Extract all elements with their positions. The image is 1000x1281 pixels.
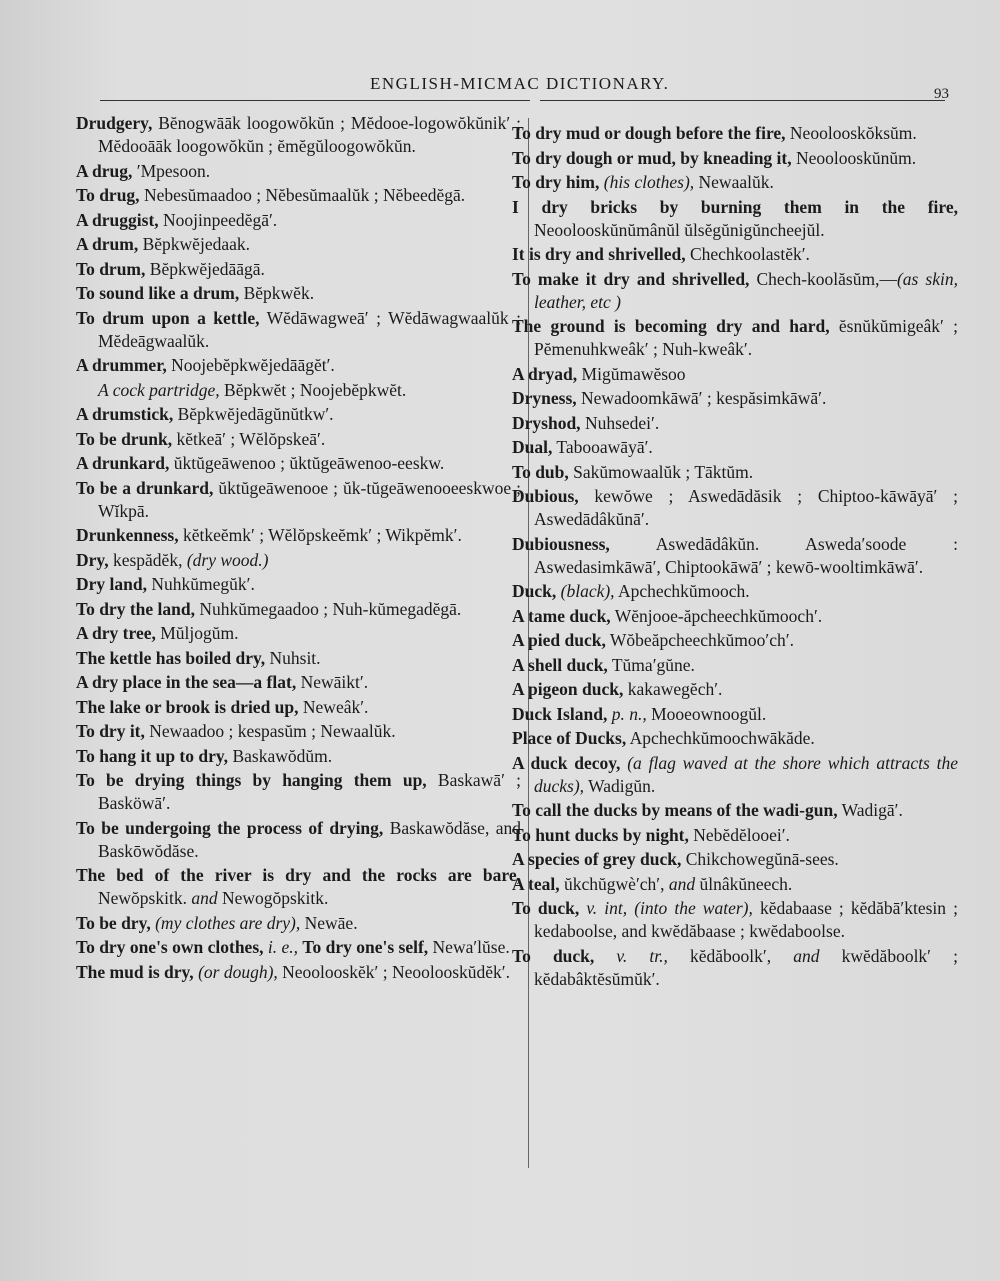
entry-headword: Place of Ducks, — [512, 728, 627, 748]
entry-translation: Sakŭmowaalŭk ; Tāktŭm. — [568, 461, 754, 482]
entry-headword: To dry one's own clothes, — [76, 937, 264, 957]
dictionary-entry — [512, 824, 958, 847]
entry-translation: Chech-koolăsŭm,— — [749, 268, 897, 289]
entry-translation: Nuhsedei′. — [580, 412, 660, 433]
entry-translation: Mŭljogŭm. — [155, 623, 239, 643]
entry-note: v. tr., — [594, 945, 668, 966]
entry-headword: A drummer, — [76, 355, 167, 375]
entry-translation: Wŏbeăpcheechkŭmoo′ch′. — [605, 630, 794, 650]
entry-translation: kespădĕk, — [108, 549, 183, 570]
entry-translation: Noojebĕpkwĕjedāāgĕt′. — [166, 355, 335, 375]
entry-headword: To call the ducks by means of the wadi-gun, — [512, 800, 838, 820]
entry-translation: Neweâk′. — [298, 696, 369, 717]
dictionary-entry — [512, 485, 958, 531]
dictionary-entry — [76, 428, 521, 451]
dictionary-entry — [76, 671, 521, 694]
entry-headword: To sound like a drum, — [76, 283, 240, 303]
entry-headword: A tame duck, — [512, 605, 611, 626]
dictionary-entry — [512, 945, 958, 991]
header-rule-left — [100, 100, 530, 101]
entry-note: and — [664, 873, 696, 894]
entry-headword: Dubious, — [512, 486, 579, 506]
entry-headword: A duck decoy, — [512, 752, 621, 773]
dictionary-entry — [76, 549, 521, 572]
dictionary-entry — [76, 647, 521, 670]
entry-note: A cock partridge, — [98, 379, 220, 400]
dictionary-entry — [76, 160, 521, 183]
entry-headword: Duck Island, — [512, 703, 608, 724]
entry-note: and — [186, 888, 218, 908]
dictionary-entry — [512, 461, 958, 484]
entry-translation: Newogŏpskitk. — [217, 888, 329, 908]
entry-translation: Bĕpkwĕt ; Noojebĕpkwĕt. — [219, 379, 407, 400]
entry-headword: A shell duck, — [512, 654, 608, 675]
entry-translation: Baskawā′ ; Basköwā′. — [98, 770, 521, 813]
entry-translation: ŭkchŭgwè′ch′, — [559, 873, 665, 894]
entry-headword: A drumstick, — [76, 404, 174, 424]
header-rule-right — [540, 100, 945, 101]
entry-headword: Dryshod, — [512, 412, 581, 433]
entry-headword: A pigeon duck, — [512, 679, 624, 699]
entry-translation: Neoolooskĕk′ ; Neoolooskŭdĕk′. — [277, 961, 510, 982]
entry-translation: Newa′lŭse. — [428, 937, 510, 957]
entry-translation: Aswedādâkŭn. Asweda′soode : Aswedasimkāwā′, Chiptookāwā′ ; kewō-wooltimkāwā′. — [534, 533, 958, 577]
entry-translation: kakawegĕch′. — [623, 679, 723, 699]
entry-headword: A teal, — [512, 873, 560, 894]
entry-translation: kĕdabaase ; kĕdăbā′ktesin ; kedaboolse, and kwĕdăbaase ; kwĕdaboolse. — [534, 898, 958, 941]
entry-translation: Newŏpskitk. — [98, 888, 187, 908]
entry-translation: Newāikt′. — [296, 672, 369, 692]
entry-headword: To drug, — [76, 185, 140, 205]
entry-headword: To be drunk, — [76, 428, 173, 449]
dictionary-entry — [76, 282, 521, 305]
entry-translation: Mooeownoogŭl. — [646, 703, 767, 724]
entry-translation: kĕtkeā′ ; Wĕlŏpskeā′. — [172, 428, 326, 449]
entry-headword: Dry land, — [76, 574, 147, 594]
dictionary-entry — [512, 412, 958, 435]
entry-translation: ĕsnŭkŭmigeâk′ ; Pĕmenuhkweâk′ ; Nuh-kweâk′. — [534, 316, 958, 359]
dictionary-entry — [76, 696, 521, 719]
dictionary-entry — [76, 573, 521, 596]
entry-headword: To be dry, — [76, 912, 151, 933]
dictionary-entry — [512, 873, 958, 896]
entry-translation: Apchechkŭmoochwākăde. — [626, 728, 815, 748]
entry-note: (or dough), — [193, 961, 278, 982]
entry-headword: I dry bricks by burning them in the fire, — [512, 196, 958, 217]
entry-translation: Bĕpkwĕjedāgŭnŭtkw′. — [173, 404, 334, 424]
dictionary-entry — [76, 817, 521, 863]
entry-headword: A dry tree, — [76, 623, 156, 643]
entry-translation: Wĕnjooe-ăpcheechkŭmooch′. — [610, 605, 823, 626]
dictionary-entry — [76, 524, 521, 547]
entry-translation: Noojinpeedĕgā′. — [158, 209, 278, 230]
right-column — [512, 122, 958, 992]
entry-translation: Neoolooskŏksŭm. — [785, 123, 917, 143]
entry-headword: To dry the land, — [76, 598, 195, 619]
entry-translation: Baskawŏdŭm. — [228, 745, 333, 766]
entry-headword: To dry it, — [76, 721, 145, 741]
entry-translation: Chikchowegŭnā-sees. — [681, 849, 839, 869]
left-column — [76, 112, 521, 985]
dictionary-entry — [512, 387, 958, 410]
dictionary-entry — [76, 233, 521, 256]
dictionary-entry — [512, 605, 958, 628]
entry-headword: To drum upon a kettle, — [76, 307, 260, 328]
entry-translation: Newadoomkāwā′ ; kespăsimkāwā′. — [576, 388, 827, 408]
entry-headword: A pied duck, — [512, 630, 606, 650]
entry-note: i. e., — [263, 937, 299, 957]
dictionary-entry — [512, 678, 958, 701]
entry-translation: Nuhsit. — [265, 647, 321, 668]
entry-translation: Wĕdāwagweā′ ; Wĕdāwagwaalŭk ; Mĕdeāgwaalŭk. — [98, 307, 521, 351]
entry-translation: Wadigŭn. — [584, 775, 656, 796]
entry-headword: A drum, — [76, 234, 139, 254]
entry-headword: A drunkard, — [76, 453, 170, 473]
page-number: 93 — [934, 86, 949, 102]
entry-translation: Neoolooskŭnŭm. — [791, 147, 917, 168]
entry-headword: A drug, — [76, 160, 133, 181]
dictionary-entry — [512, 654, 958, 677]
dictionary-entry — [76, 961, 521, 984]
entry-note: (dry wood.) — [182, 549, 269, 570]
entry-headword: Dry, — [76, 549, 109, 570]
dictionary-entry — [512, 436, 958, 459]
entry-translation: Nebĕdĕlooei′. — [688, 824, 790, 845]
dictionary-entry — [76, 354, 521, 377]
entry-translation: Bĕnogwāāk loogowŏkŭn ; Mĕdooe-logowŏkŭnik′ ; Mĕdooāāk loogowŏkŭn ; ĕmĕgŭloogowŏkŭn. — [98, 113, 521, 156]
entry-translation: kĕtkeĕmk′ ; Wĕlŏpskeĕmk′ ; Wikpĕmk′. — [178, 525, 462, 545]
entry-headword: Dual, — [512, 437, 553, 457]
entry-translation: kwĕdăboolk′ ; kĕdabâktĕsŭmŭk′. — [534, 945, 959, 989]
entry-headword: To dry mud or dough before the fire, — [512, 123, 786, 143]
entry-headword: Dryness, — [512, 388, 577, 408]
dictionary-entry — [512, 315, 958, 361]
dictionary-entry — [512, 580, 958, 603]
entry-headword: Duck, — [512, 581, 557, 601]
entry-note: and — [771, 945, 820, 966]
entry-translation: ŭlnâkŭneech. — [695, 873, 793, 894]
entry-headword: The bed of the river is dry and the rocks are bare, — [76, 865, 521, 885]
entry-translation: ′Mpesoon. — [132, 160, 211, 181]
entry-headword: To dub, — [512, 461, 569, 482]
dictionary-entry — [512, 122, 958, 145]
dictionary-entry — [76, 864, 521, 910]
entry-translation: Wadigā′. — [837, 800, 903, 820]
entry-translation: kĕdăboolk′, — [667, 945, 772, 966]
dictionary-entry — [76, 258, 521, 281]
entry-translation: Baskawŏdăse, and Baskōwŏdăse. — [98, 817, 521, 861]
entry-headword: The ground is becoming dry and hard, — [512, 316, 830, 336]
entry-translation: Nuhkŭmegŭk′. — [146, 574, 255, 594]
entry-translation: Newāe. — [300, 912, 358, 933]
entry-headword: To be undergoing the process of drying, — [76, 817, 384, 838]
entry-note: (as skin, leather, etc ) — [534, 268, 958, 312]
entry-translation: Chechkoolastĕk′. — [685, 244, 810, 264]
dictionary-entry — [512, 629, 958, 652]
dictionary-entry — [76, 769, 521, 815]
entry-headword: The mud is dry, — [76, 961, 194, 982]
entry-headword: To make it dry and shrivelled, — [512, 268, 750, 289]
entry-headword: Drudgery, — [76, 113, 153, 133]
entry-headword: Dubiousness, — [512, 533, 610, 554]
running-title: ENGLISH-MICMAC DICTIONARY. — [370, 74, 670, 93]
entry-headword: To hunt ducks by night, — [512, 824, 689, 845]
entry-translation: Newaadoo ; kespasŭm ; Newaalŭk. — [144, 721, 396, 741]
entry-translation: Nebesŭmaadoo ; Nĕbesŭmaalŭk ; Nĕbeedĕgā. — [139, 185, 466, 205]
entry-translation: Nuhkŭmegaadoo ; Nuh-kŭmegadĕgā. — [194, 598, 462, 619]
dictionary-entry — [512, 752, 958, 798]
dictionary-entry — [512, 703, 958, 726]
entry-headword: To be a drunkard, — [76, 477, 214, 498]
dictionary-entry — [512, 268, 958, 314]
entry-headword: To duck, — [512, 898, 580, 918]
dictionary-entry — [76, 598, 521, 621]
entry-translation: Apchechkŭmooch. — [614, 581, 750, 601]
dictionary-entry — [512, 727, 958, 750]
dictionary-entry — [76, 452, 521, 475]
dictionary-entry — [512, 799, 958, 822]
entry-headword: To drum, — [76, 258, 146, 279]
dictionary-entry — [76, 184, 521, 207]
dictionary-entry — [512, 243, 958, 266]
dictionary-entry — [512, 196, 958, 242]
entry-headword: To dry dough or mud, by kneading it, — [512, 147, 792, 168]
dictionary-entry — [512, 363, 958, 386]
entry-translation: Bĕpkwĕjedāāgā. — [145, 258, 265, 279]
entry-headword: To dry him, — [512, 172, 600, 192]
entry-headword: A dry place in the sea—a flat, — [76, 672, 297, 692]
entry-note: v. int, (into the water), — [579, 898, 753, 918]
dictionary-entry — [76, 720, 521, 743]
dictionary-entry — [76, 403, 521, 426]
entry-translation: Tŭma′gŭne. — [607, 654, 695, 675]
entry-headword: To dry one's self, — [302, 937, 429, 957]
entry-translation: ŭktŭgeāwenooe ; ŭk-tŭgeāwenooeeskwoe ; Wĭkpā. — [98, 477, 521, 521]
dictionary-entry — [512, 848, 958, 871]
entry-headword: It is dry and shrivelled, — [512, 244, 686, 264]
entry-note: (a flag waved at the shore which attracts the ducks), — [534, 752, 958, 796]
entry-translation: kewŏwe ; Aswedādăsik ; Chiptoo-kāwāyā′ ; Aswedādâkŭnā′. — [534, 486, 958, 529]
dictionary-entry — [512, 147, 958, 170]
entry-translation: ŭktŭgeāwenoo ; ŭktŭgeāwenoo-eeskw. — [169, 453, 445, 473]
entry-note: (my clothes are dry), — [150, 912, 301, 933]
entry-headword: To hang it up to dry, — [76, 745, 229, 766]
entry-headword: Drunkenness, — [76, 525, 179, 545]
entry-translation: Bĕpkwĕk. — [239, 283, 315, 303]
dictionary-entry — [76, 379, 521, 402]
entry-headword: To duck, — [512, 945, 595, 966]
entry-translation: Neoolooskŭnŭmânŭl ŭlsĕgŭnigŭncheejŭl. — [534, 219, 825, 240]
entry-translation: Tabooawāyā′. — [552, 437, 653, 457]
entry-headword: A species of grey duck, — [512, 849, 682, 869]
dictionary-entry — [76, 307, 521, 353]
entry-translation: Migŭmawĕsoo — [577, 363, 686, 384]
entry-headword: The lake or brook is dried up, — [76, 696, 299, 717]
entry-note: (his clothes), — [599, 172, 695, 192]
page-header — [0, 72, 1000, 102]
entry-note: p. n., — [607, 703, 647, 724]
dictionary-entry — [76, 112, 521, 158]
dictionary-entry — [76, 912, 521, 935]
dictionary-entry — [76, 936, 521, 959]
dictionary-entry — [76, 745, 521, 768]
dictionary-entry — [76, 477, 521, 523]
dictionary-entry — [76, 622, 521, 645]
entry-headword: A druggist, — [76, 209, 159, 230]
entry-translation: Bĕpkwĕjedaak. — [138, 234, 250, 254]
entry-translation: Newaalŭk. — [694, 172, 774, 192]
entry-headword: A dryad, — [512, 363, 578, 384]
dictionary-entry — [512, 171, 958, 194]
entry-note: (black), — [556, 581, 615, 601]
entry-headword: The kettle has boiled dry, — [76, 647, 266, 668]
dictionary-entry — [76, 209, 521, 232]
dictionary-entry — [512, 533, 958, 579]
dictionary-entry — [512, 897, 958, 943]
entry-headword: To be drying things by hanging them up, — [76, 770, 427, 790]
